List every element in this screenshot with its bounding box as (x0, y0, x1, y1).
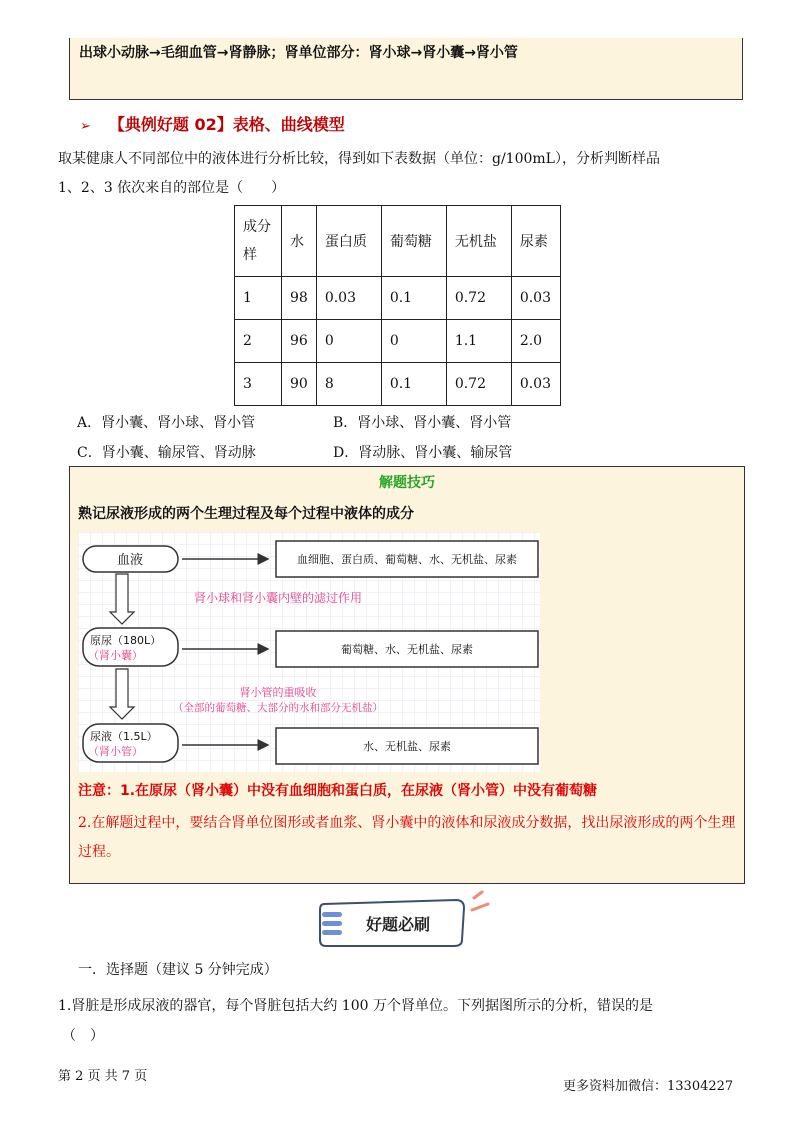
question-line-2: 1、2、3 依次来自的部位是（ ） (58, 180, 286, 196)
option-b: B．肾小球、肾小囊、肾小管 (333, 415, 512, 431)
table-cell: 0.03 (316, 277, 381, 320)
table-cell: 1.1 (446, 320, 511, 363)
table-cell: 2.0 (511, 320, 560, 363)
option-c: C．肾小囊、输尿管、肾动脉 (77, 445, 256, 461)
top-box-text: 出球小动脉→毛细血管→肾静脉；肾单位部分：肾小球→肾小囊→肾小管 (79, 45, 518, 61)
filtration-label: 肾小球和肾小囊内壁的滤过作用 (193, 591, 363, 605)
table-cell: 0.72 (446, 363, 511, 406)
table-corner-cell (235, 206, 282, 277)
table-cell: 0.72 (446, 277, 511, 320)
primary-urine-label: 原尿（180L） (90, 634, 162, 647)
section-title: 一．选择题（建议 5 分钟完成） (78, 962, 278, 978)
table-row (235, 363, 561, 406)
col-header: 尿素 (511, 206, 560, 277)
badge-bar-icon (322, 930, 342, 935)
reabsorption-detail: （全部的葡萄糖、大部分的水和部分无机盐） (173, 702, 383, 714)
table-cell: 98 (282, 277, 317, 320)
table-row (235, 320, 561, 363)
top-answer-box (69, 38, 743, 100)
row-label: 1 (235, 277, 282, 320)
contact-info: 更多资料加微信：13304227 (563, 1079, 734, 1094)
urine-formation-diagram (78, 532, 540, 772)
badge-bar-icon (322, 921, 342, 926)
tips-note-1: 注意：1.在原尿（肾小囊）中没有血细胞和蛋白质，在尿液（肾小管）中没有葡萄糖 (78, 783, 598, 799)
row-label: 3 (235, 363, 282, 406)
good-questions-badge (316, 890, 496, 950)
urine-location: （肾小管） (88, 745, 143, 758)
table-cell: 96 (282, 320, 317, 363)
badge-bar-icon (322, 912, 342, 917)
col-header: 葡萄糖 (381, 206, 446, 277)
table-cell: 0.03 (511, 363, 560, 406)
bullet-arrow-icon: ➢ (80, 119, 91, 134)
table-cell: 0 (381, 320, 446, 363)
q1-line-2: （ ） (62, 1028, 104, 1044)
question-line-1: 取某健康人不同部位中的液体进行分析比较，得到如下表数据（单位：g/100mL），分析判断样品 (58, 151, 660, 167)
primary-contents: 葡萄糖、水、无机盐、尿素 (341, 643, 473, 656)
primary-urine-location: （肾小囊） (88, 649, 143, 662)
table-cell: 0 (316, 320, 381, 363)
row-label: 2 (235, 320, 282, 363)
col-header: 蛋白质 (316, 206, 381, 277)
q1-line-1: 1.肾脏是形成尿液的器官，每个肾脏包括大约 100 万个肾单位。下列据图所示的分析，错误的是 (58, 998, 653, 1014)
badge-spark-icon (472, 904, 488, 910)
badge-spark-icon (474, 892, 482, 898)
option-a: A．肾小囊、肾小球、肾小管 (77, 415, 256, 431)
urine-label: 尿液（1.5L） (90, 730, 158, 743)
table-cell: 90 (282, 363, 317, 406)
table-cell: 0.1 (381, 277, 446, 320)
heading-text: 【典例好题 02】表格、曲线模型 (108, 115, 345, 134)
corner-bottom: 样 (243, 247, 257, 263)
tips-title: 解题技巧 (379, 475, 435, 491)
badge-text: 好题必刷 (365, 915, 431, 934)
tips-subtitle: 熟记尿液形成的两个生理过程及每个过程中液体的成分 (78, 506, 414, 522)
reabsorption-label: 肾小管的重吸收 (239, 686, 317, 699)
table-header-row (235, 206, 561, 277)
table-row (235, 277, 561, 320)
col-header: 水 (282, 206, 317, 277)
option-d: D．肾动脉、肾小囊、输尿管 (333, 445, 513, 461)
tips-note-2: 2.在解题过程中，要结合肾单位图形或者血浆、肾小囊中的液体和尿液成分数据，找出尿液形成的两个生理过程。 (78, 815, 736, 860)
composition-table (234, 205, 561, 406)
urine-contents: 水、无机盐、尿素 (363, 740, 451, 753)
corner-top: 成分 (243, 219, 271, 235)
col-header: 无机盐 (446, 206, 511, 277)
table-cell: 0.03 (511, 277, 560, 320)
table-cell: 8 (316, 363, 381, 406)
table-cell: 0.1 (381, 363, 446, 406)
blood-contents: 血细胞、蛋白质、葡萄糖、水、无机盐、尿素 (297, 553, 517, 566)
blood-label: 血液 (116, 553, 144, 568)
section-heading (80, 112, 345, 135)
page-number: 第 2 页 共 7 页 (58, 1069, 148, 1084)
